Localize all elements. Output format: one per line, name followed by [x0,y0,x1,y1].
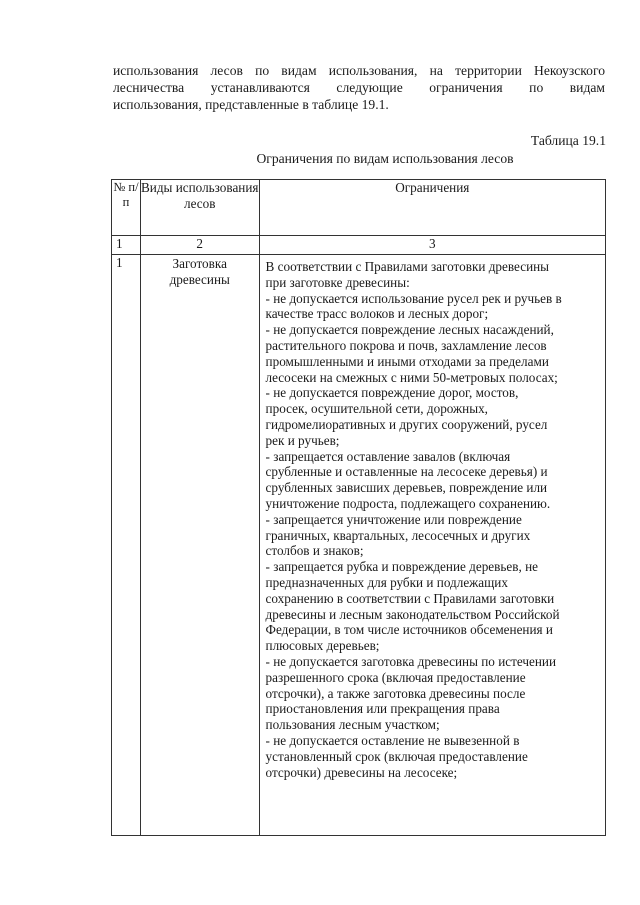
restriction-line: качестве трасс волоков и лесных дорог; [265,306,489,322]
restriction-line: граничных, квартальных, лесосечных и других [265,527,531,543]
restriction-line: древесины и лесным законодательством Российской [265,606,560,622]
restriction-line: - запрещается оставление завалов (включая [265,448,511,464]
column-number: 1 [112,236,141,255]
header-kind: Виды использования лесов [140,180,259,236]
restriction-line: предназначенных для рубки и подлежащих [265,574,508,590]
restriction-line: растительного покрова и почв, захламление лесов [265,337,547,353]
column-numbering-row [112,236,606,255]
restriction-line: гидромелиоративных и других сооружений, русел [265,416,548,432]
table-label: Таблица 19.1 [530,133,606,148]
restriction-line: установленный срок (включая предоставление [265,748,528,764]
restriction-line: лесосеки на смежных с ними 50-метровых полосах; [265,369,558,385]
restriction-line: - запрещается рубка и повреждение деревьев, не [265,559,538,575]
restriction-line: - не допускается использование русел рек и ручьев в [265,290,562,306]
header-num: № п/ п [112,180,141,236]
restriction-line: срубленные и оставленные на лесосеке деревья) и [265,464,548,480]
restriction-line: Федерации, в том числе источников обсеменения и [265,622,553,638]
column-number: 3 [259,236,605,255]
row-restrictions [259,255,605,836]
row-num: 1 [112,255,141,836]
restriction-line: - не допускается повреждение дорог, мостов, [265,385,519,401]
restriction-line: уничтожение подроста, подлежащего сохранению. [265,495,551,511]
restrictions-table [111,179,606,836]
restriction-line: отсрочки), а также заготовка древесины после [265,685,526,701]
restriction-line: плюсовых деревьев; [265,638,380,654]
restriction-line: В соответствии с Правилами заготовки древесины [265,259,550,274]
restriction-line: - не допускается оставление не вывезенной в [265,732,520,748]
table-row [112,255,606,836]
restriction-line: пользования лесным участком; [265,717,440,733]
row-kind: Заготовка древесины [140,255,259,836]
column-number: 2 [140,236,259,255]
restriction-line: приостановления или прекращения права [265,701,500,717]
restriction-line: промышленными и иными отходами за пределами [265,353,549,369]
restriction-line: рек и ручьев; [265,432,340,448]
restriction-line: отсрочки) древесины на лесосеке; [265,764,458,780]
intro-line: использования лесов по видам использования, на территории Некоузского [113,63,605,78]
restriction-line: столбов и знаков; [265,543,364,559]
restriction-line: - не допускается заготовка древесины по истечении [265,653,557,669]
intro-line: лесничества устанавливаются следующие ограничения по видам [113,80,605,95]
restriction-line: при заготовке древесины: [265,274,410,290]
table-title: Ограничения по видам использования лесов [256,151,514,166]
restriction-line: разрешенного срока (включая предоставление [265,669,526,685]
restriction-line: - запрещается уничтожение или повреждение [265,511,522,527]
intro-paragraph [113,62,605,113]
restriction-line: - не допускается повреждение лесных насаждений, [265,322,554,338]
header-restrictions: Ограничения [259,180,605,236]
restriction-line: просек, осушительной сети, дорожных, [265,401,488,417]
intro-line: использования, представленные в таблице 19.1. [113,97,389,112]
table-header-row [112,180,606,236]
restriction-line: срубленных зависших деревьев, повреждение или [265,480,548,496]
restriction-line: сохранению в соответствии с Правилами заготовки [265,590,555,606]
